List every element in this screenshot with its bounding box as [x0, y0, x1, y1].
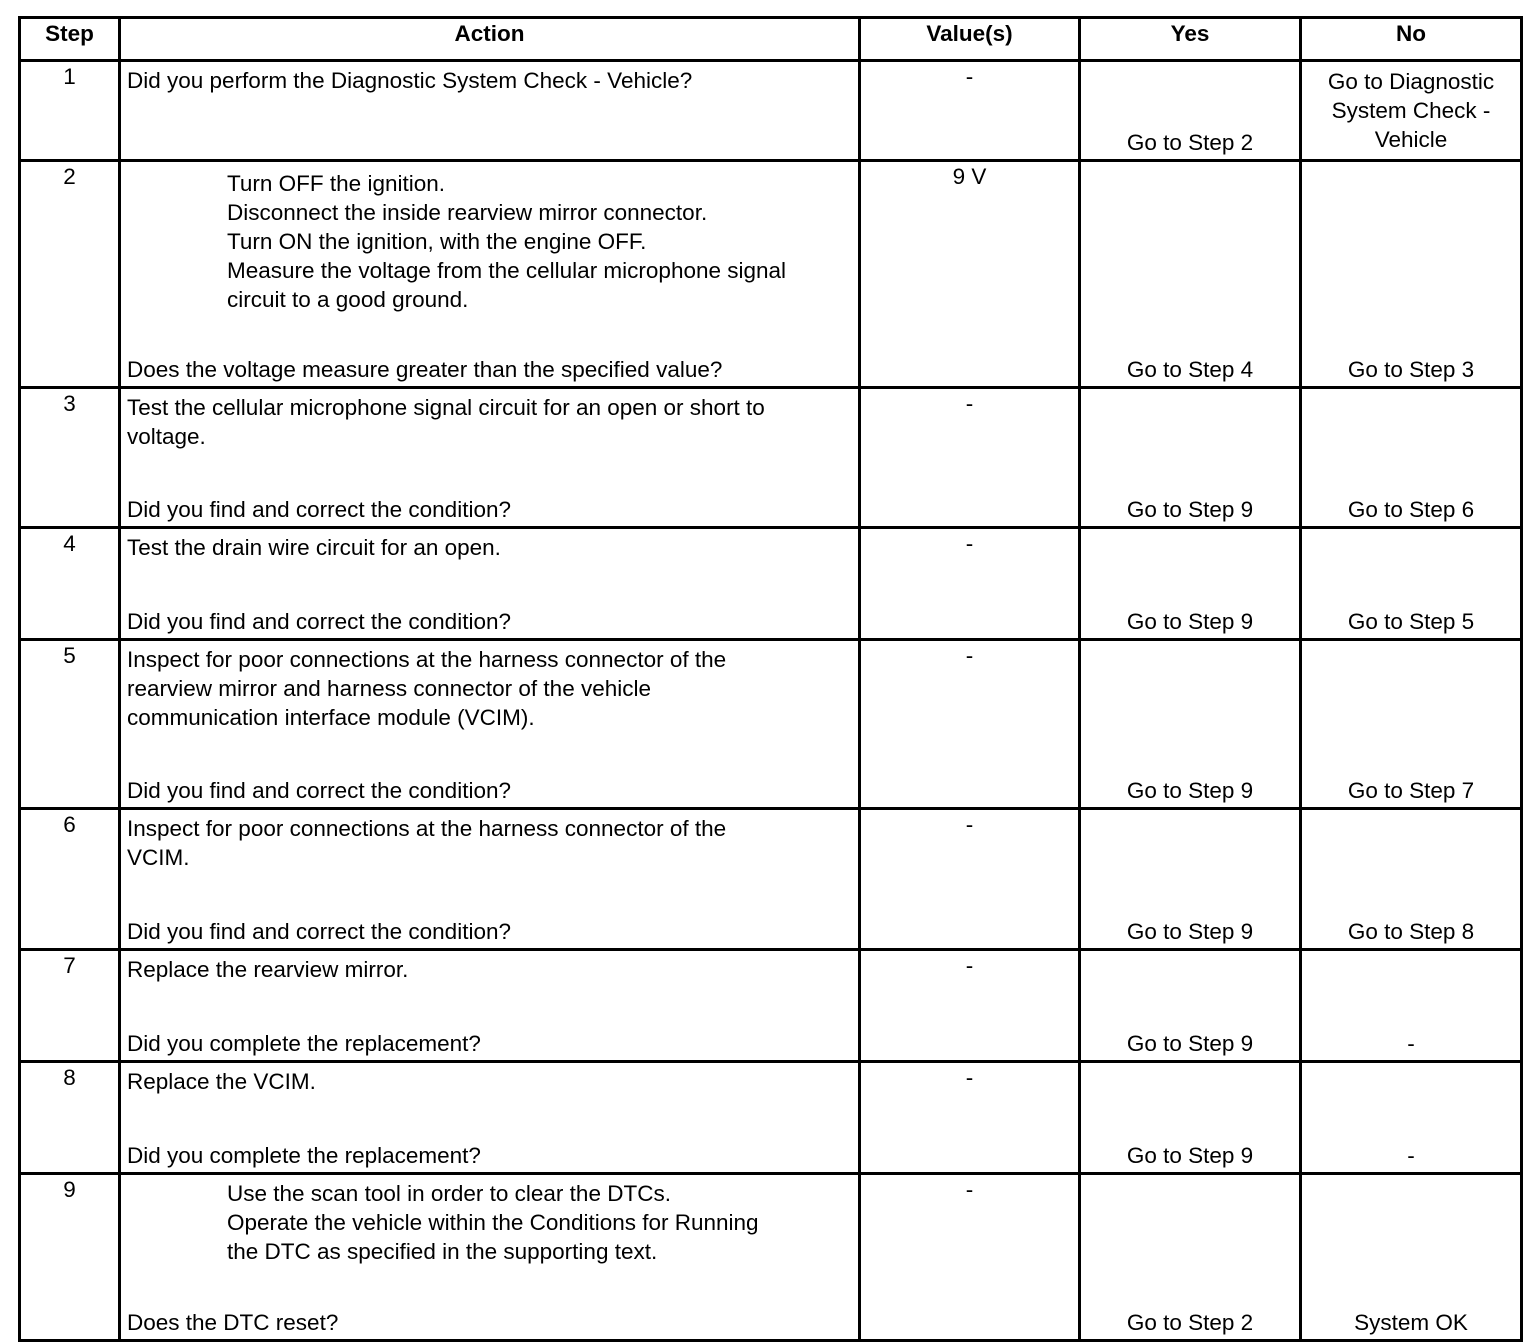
no-result: Go to Step 7 — [1347, 778, 1475, 803]
header-value: Value(s) — [860, 18, 1080, 61]
action-question: Did you complete the replacement? — [127, 1143, 481, 1168]
yes-result: Go to Step 9 — [1126, 778, 1254, 803]
no-cell — [1301, 388, 1522, 528]
action-question: Did you complete the replacement? — [127, 1031, 481, 1056]
yes-result: Go to Step 9 — [1126, 609, 1254, 634]
no-cell — [1301, 950, 1522, 1062]
action-instructions — [121, 1175, 858, 1266]
header-yes: Yes — [1080, 18, 1301, 61]
yes-result: Go to Step 9 — [1126, 1143, 1254, 1168]
value-cell: - — [860, 528, 1080, 640]
action-cell — [120, 809, 860, 950]
yes-cell — [1080, 388, 1301, 528]
action-question: Did you find and correct the condition? — [127, 609, 511, 634]
action-instruction: Turn OFF the ignition. — [227, 171, 446, 196]
action-instruction: Test the drain wire circuit for an open. — [127, 535, 501, 560]
action-cell — [120, 528, 860, 640]
table-row — [20, 809, 1522, 950]
action-cell — [120, 161, 860, 388]
no-result: Go to Step 5 — [1347, 609, 1475, 634]
step-number: 5 — [20, 640, 120, 809]
yes-cell — [1080, 61, 1301, 161]
action-cell — [120, 1062, 860, 1174]
yes-result: Go to Step 9 — [1126, 497, 1254, 522]
table-row — [20, 950, 1522, 1062]
action-cell — [120, 950, 860, 1062]
action-instructions — [121, 641, 858, 732]
no-cell — [1301, 528, 1522, 640]
no-result: Go to Step 6 — [1347, 497, 1475, 522]
no-result: System OK — [1354, 1310, 1468, 1335]
action-instruction: voltage. — [127, 424, 206, 449]
yes-result: Go to Step 9 — [1126, 919, 1254, 944]
no-result: Go to Step 3 — [1347, 357, 1475, 382]
value-cell: - — [860, 950, 1080, 1062]
yes-cell — [1080, 528, 1301, 640]
step-number: 8 — [20, 1062, 120, 1174]
action-question: Does the DTC reset? — [127, 1310, 339, 1335]
no-result: - — [1407, 1143, 1415, 1168]
action-instruction: rearview mirror and harness connector of the vehicle — [127, 676, 651, 701]
no-result — [1302, 62, 1520, 154]
action-instruction: Replace the rearview mirror. — [127, 957, 409, 982]
yes-result: Go to Step 9 — [1126, 1031, 1254, 1056]
header-action: Action — [120, 18, 860, 61]
action-cell — [120, 1174, 860, 1341]
action-instructions — [121, 810, 858, 872]
no-cell — [1301, 640, 1522, 809]
step-number: 3 — [20, 388, 120, 528]
yes-cell — [1080, 640, 1301, 809]
step-number: 1 — [20, 61, 120, 161]
no-result-line: Vehicle — [1374, 127, 1448, 152]
yes-result: Go to Step 4 — [1126, 357, 1254, 382]
table-row — [20, 640, 1522, 809]
table-row — [20, 528, 1522, 640]
action-instruction: Did you perform the Diagnostic System Check - Vehicle? — [127, 68, 693, 93]
value-cell: - — [860, 61, 1080, 161]
value-cell: - — [860, 388, 1080, 528]
action-cell — [120, 388, 860, 528]
yes-result: Go to Step 2 — [1126, 130, 1254, 155]
no-cell — [1301, 1174, 1522, 1341]
action-instruction: Inspect for poor connections at the harness connector of the — [127, 647, 727, 672]
action-instruction: Disconnect the inside rearview mirror connector. — [227, 200, 708, 225]
action-instruction: the DTC as specified in the supporting text. — [227, 1239, 658, 1264]
action-instruction: Replace the VCIM. — [127, 1069, 316, 1094]
step-number: 7 — [20, 950, 120, 1062]
action-instruction: Measure the voltage from the cellular microphone signal — [227, 258, 787, 283]
no-result-line: Go to Diagnostic — [1327, 69, 1495, 94]
action-question: Did you find and correct the condition? — [127, 919, 511, 944]
table-row — [20, 1174, 1522, 1341]
action-cell — [120, 61, 860, 161]
yes-result: Go to Step 2 — [1126, 1310, 1254, 1335]
yes-cell — [1080, 1062, 1301, 1174]
value-cell: - — [860, 640, 1080, 809]
action-instruction: VCIM. — [127, 845, 190, 870]
header-no: No — [1301, 18, 1522, 61]
step-number: 2 — [20, 161, 120, 388]
yes-cell — [1080, 161, 1301, 388]
action-instruction: circuit to a good ground. — [227, 287, 469, 312]
no-result: - — [1407, 1031, 1415, 1056]
yes-cell — [1080, 1174, 1301, 1341]
header-step: Step — [20, 18, 120, 61]
action-instruction: communication interface module (VCIM). — [127, 705, 535, 730]
no-cell — [1301, 809, 1522, 950]
action-cell — [120, 640, 860, 809]
action-question: Does the voltage measure greater than the specified value? — [127, 357, 723, 382]
no-cell — [1301, 61, 1522, 161]
header-row — [20, 18, 1522, 61]
action-instruction: Turn ON the ignition, with the engine OFF. — [227, 229, 647, 254]
no-cell — [1301, 161, 1522, 388]
no-cell — [1301, 1062, 1522, 1174]
step-number: 6 — [20, 809, 120, 950]
action-instructions — [121, 389, 858, 451]
action-question: Did you find and correct the condition? — [127, 497, 511, 522]
yes-cell — [1080, 809, 1301, 950]
diagnostic-table — [18, 16, 1523, 1342]
action-question: Did you find and correct the condition? — [127, 778, 511, 803]
value-cell: - — [860, 809, 1080, 950]
value-cell: 9 V — [860, 161, 1080, 388]
value-cell: - — [860, 1062, 1080, 1174]
no-result-line: System Check - — [1331, 98, 1491, 123]
table-row — [20, 1062, 1522, 1174]
yes-cell — [1080, 950, 1301, 1062]
no-result: Go to Step 8 — [1347, 919, 1475, 944]
step-number: 9 — [20, 1174, 120, 1341]
table-row — [20, 161, 1522, 388]
action-instruction: Inspect for poor connections at the harness connector of the — [127, 816, 727, 841]
step-number: 4 — [20, 528, 120, 640]
action-instruction: Operate the vehicle within the Conditions for Running — [227, 1210, 759, 1235]
action-instruction: Test the cellular microphone signal circuit for an open or short to — [127, 395, 765, 420]
action-instruction: Use the scan tool in order to clear the DTCs. — [227, 1181, 671, 1206]
action-instructions — [121, 162, 858, 314]
table-row — [20, 388, 1522, 528]
value-cell: - — [860, 1174, 1080, 1341]
table-row — [20, 61, 1522, 161]
